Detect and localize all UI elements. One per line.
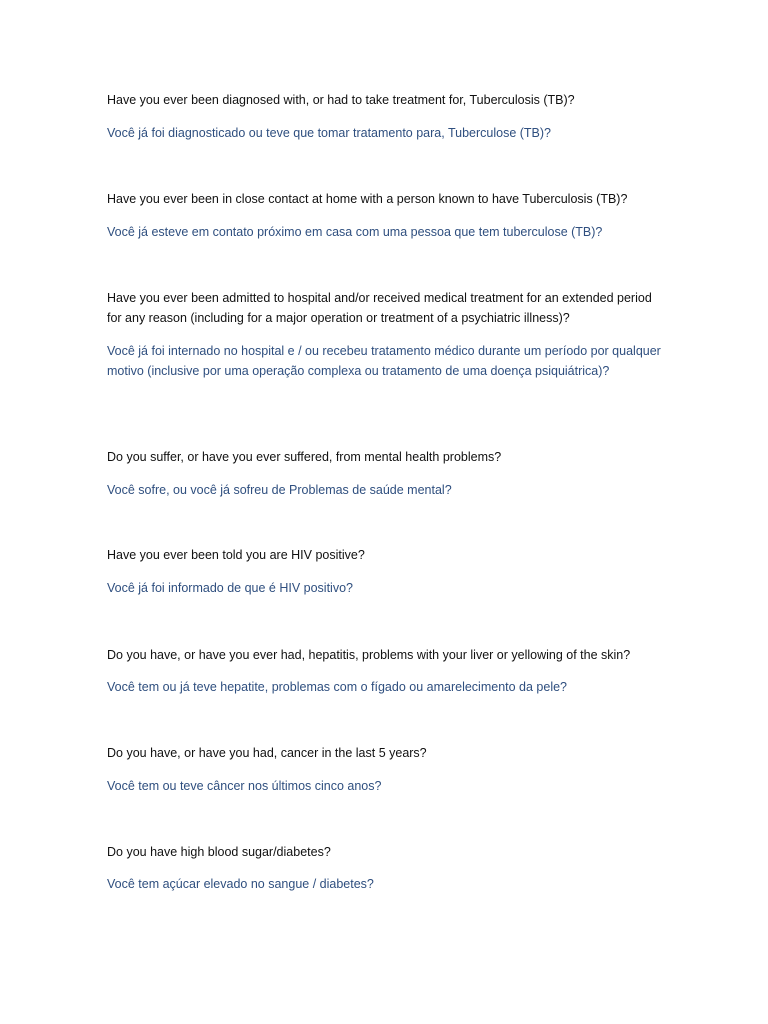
question-4-en: Do you suffer, or have you ever suffered, from mental health problems? — [107, 450, 502, 464]
question-5-en: Have you ever been told you are HIV positive? — [107, 548, 365, 562]
question-6-pt: Você tem ou já teve hepatite, problemas com o fígado ou amarelecimento da pele? — [107, 680, 568, 694]
question-5-pt: Você já foi informado de que é HIV positivo? — [107, 581, 353, 595]
question-1-en: Have you ever been diagnosed with, or had to take treatment for, Tuberculosis (TB)? — [107, 93, 575, 107]
question-2-en: Have you ever been in close contact at home with a person known to have Tuberculosis (TB)? — [107, 192, 628, 206]
question-1-pt: Você já foi diagnosticado ou teve que tomar tratamento para, Tuberculose (TB)? — [107, 126, 552, 140]
question-3-pt: Você já foi internado no hospital e / ou recebeu tratamento médico durante um período por qualquer motivo (inclusive por uma operação complexa ou tratamento de uma doença psiquiátrica)? — [107, 344, 661, 378]
question-3-en: Have you ever been admitted to hospital and/or received medical treatment for an extended period for any reason (including for a major operation or treatment of a psychiatric illness)? — [107, 291, 652, 325]
question-8-pt: Você tem açúcar elevado no sangue / diabetes? — [107, 877, 374, 891]
question-8-en: Do you have high blood sugar/diabetes? — [107, 845, 331, 859]
question-7-pt: Você tem ou teve câncer nos últimos cinco anos? — [107, 779, 382, 793]
question-2-pt: Você já esteve em contato próximo em casa com uma pessoa que tem tuberculose (TB)? — [107, 225, 603, 239]
question-7-en: Do you have, or have you had, cancer in the last 5 years? — [107, 746, 427, 760]
question-4-pt: Você sofre, ou você já sofreu de Problemas de saúde mental? — [107, 483, 452, 497]
question-6-en: Do you have, or have you ever had, hepatitis, problems with your liver or yellowing of the skin? — [107, 648, 631, 662]
